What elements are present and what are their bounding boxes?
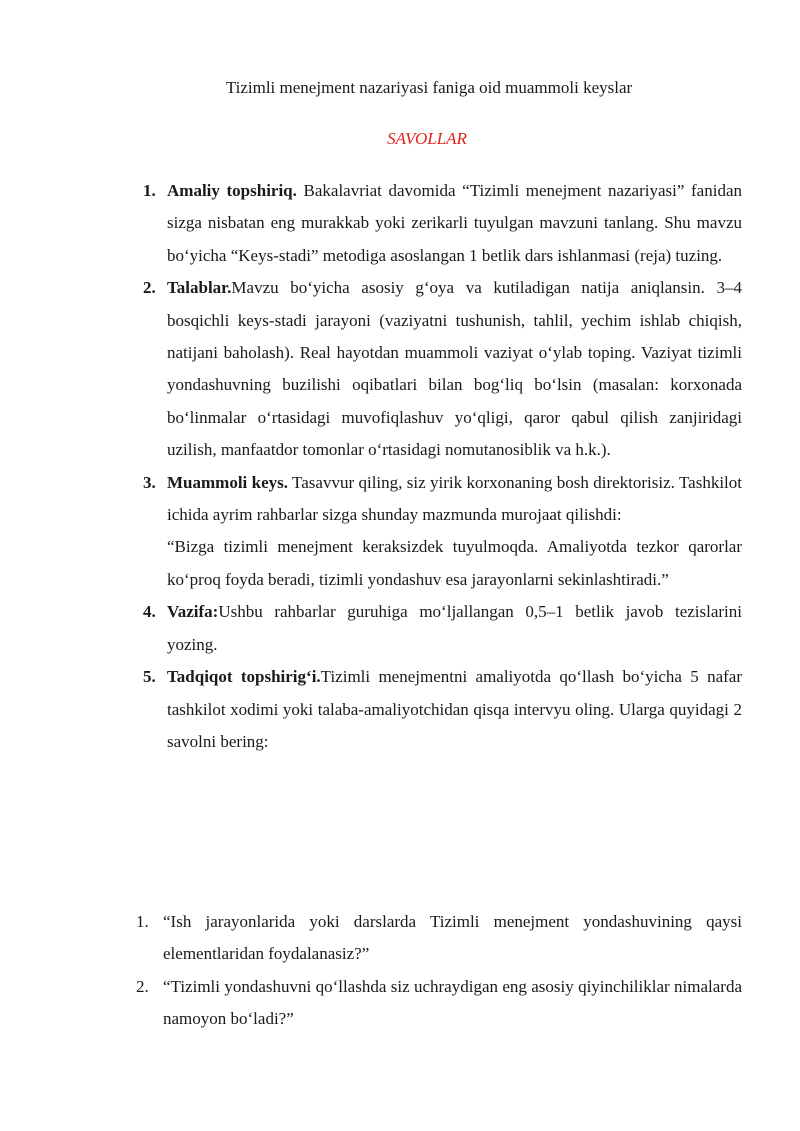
question-item-1 [136,906,742,971]
task-number: 3. [143,472,156,492]
question-number: 1. [136,912,149,931]
task-item-4 [143,596,742,661]
task-text: Ushbu rahbarlar guruhiga moʻljallangan 0,5–1 betlik javob tezislarini yozing. [167,602,742,654]
task-item-2 [143,272,742,466]
question-item-2 [136,971,742,1036]
question-text: “Ish jarayonlarida yoki darslarda Tizimli menejment yondashuvining qaysi elementlaridan foydalanasiz?” [163,912,742,964]
task-heading: Muammoli keys. [167,472,288,492]
task-text: Bakalavriat davomida “Tizimli menejment nazariyasi” fanidan sizga nisbatan eng murakkab yoki zerikarli tuyulgan mavzuni tanlang. Shu mavzu boʻyicha “Keys-stadi” metodiga asoslangan 1 betlik dars ishlanmasi (reja) tuzing. [167,181,742,265]
task-text: Tizimli menejmentni amaliyotda qoʻllash boʻyicha 5 nafar tashkilot xodimi yoki talaba-amaliyotchidan qisqa intervyu oling. Ularga quyidagi 2 savolni bering: [167,667,742,751]
task-heading: Tadqiqot topshirigʻi. [167,667,321,687]
task-item-1 [143,175,742,272]
interview-questions-list [136,906,742,1036]
task-number: 1. [143,181,156,200]
task-text: Mavzu boʻyicha asosiy gʻoya va kutiladigan natija aniqlansin. 3–4 bosqichli keys-stadi jarayoni (vaziyatni tushunish, tahlil, yechim ishlab chiqish, natijani baholash). Real hayotdan muammoli vaziyat oʻylab toping. Vaziyat tizimli yondashuvning buzilishi oqibatlari bilan bogʻliq boʻlsin (masalan: korxonada boʻlinmalar oʻrtasidagi muvofiqlashuv yoʻqligi, qaror qabul qilish zanjiridagi uzilish, manfaatdor tomonlar oʻrtasidagi nomutanosiblik va h.k.). [167,278,742,460]
task-number: 4. [143,602,156,622]
document-title: Tizimli menejment nazariyasi faniga oid muammoli keyslar [225,78,633,97]
task-heading: Talablar. [167,278,232,298]
task-text: Tasavvur qiling, siz yirik korxonaning bosh direktorisiz. Tashkilot ichida ayrim rahbarlar sizga shunday mazmunda murojaat qilishdi: [167,472,742,525]
task-number: 5. [143,667,156,687]
task-heading: Vazifa: [167,602,219,622]
question-number: 2. [136,976,149,996]
task-number: 2. [143,278,156,298]
question-text: “Tizimli yondashuvni qoʻllashda siz uchraydigan eng asosiy qiyinchiliklar nimalarda namoyon boʻladi?” [163,976,742,1029]
task-item-5 [143,661,742,758]
task-item-3 [143,467,742,597]
document-subtitle: SAVOLLAR [387,129,467,148]
task-quote: “Bizga tizimli menejment keraksizdek tuyulmoqda. Amaliyotda tezkor qarorlar koʻproq foyda beradi, tizimli yondashuv esa jarayonlarni sekinlashtiradi.” [167,537,742,589]
task-heading: Amaliy topshiriq. [167,181,297,200]
tasks-list [143,175,742,758]
